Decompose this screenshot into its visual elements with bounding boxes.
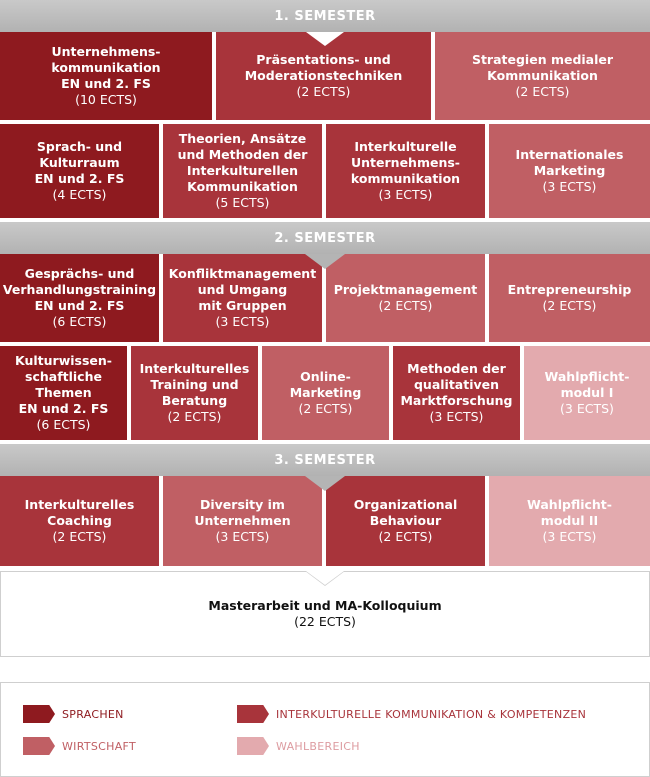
module-gespraechstraining: Gesprächs- und Verhandlungstraining EN und 2. FS (6 ECTS) — [0, 254, 159, 342]
legend-item-wahlbereich: WAHLBEREICH — [237, 737, 360, 755]
legend-swatch-sprachen — [23, 705, 55, 723]
legend-item-sprachen: SPRACHEN — [23, 705, 124, 723]
semester-2-header: 2. SEMESTER — [0, 222, 650, 254]
module-marktforschung: Methoden der qualitativen Marktforschung (3 ECTS) — [393, 346, 520, 440]
semester-3-header: 3. SEMESTER — [0, 444, 650, 476]
module-org-behaviour: Organizational Behaviour (2 ECTS) — [326, 476, 485, 566]
module-praesentation: Präsentations- und Moderationstechniken (2 ECTS) — [216, 32, 431, 120]
module-int-marketing: Internationales Marketing (3 ECTS) — [489, 124, 650, 218]
semester-3-pointer — [305, 476, 345, 491]
module-wahlpflicht-1: Wahlpflicht- modul I (3 ECTS) — [524, 346, 650, 440]
module-unternehmenskommunikation: Unternehmens- kommunikation EN und 2. FS (10 ECTS) — [0, 32, 212, 120]
semester-1-header: 1. SEMESTER — [0, 0, 650, 32]
module-ik-unternehmenskommunikation: Interkulturelle Unternehmens- kommunikation (3 ECTS) — [326, 124, 485, 218]
legend — [0, 682, 650, 777]
module-sprachraum: Sprach- und Kulturraum EN und 2. FS (4 ECTS) — [0, 124, 159, 218]
module-diversity: Diversity im Unternehmen (3 ECTS) — [163, 476, 322, 566]
legend-swatch-wirtschaft — [23, 737, 55, 755]
module-projektmanagement: Projektmanagement (2 ECTS) — [326, 254, 485, 342]
module-masterarbeit: Masterarbeit und MA-Kolloquium (22 ECTS) — [0, 571, 650, 657]
legend-item-wirtschaft: WIRTSCHAFT — [23, 737, 136, 755]
module-theorien: Theorien, Ansätze und Methoden der Interkulturellen Kommunikation (5 ECTS) — [163, 124, 322, 218]
master-pointer-inner — [306, 571, 344, 585]
module-online-marketing: Online- Marketing (2 ECTS) — [262, 346, 389, 440]
module-wahlpflicht-2: Wahlpflicht- modul II (3 ECTS) — [489, 476, 650, 566]
legend-swatch-wahlbereich — [237, 737, 269, 755]
semester-2-pointer — [305, 254, 345, 269]
module-ik-coaching: Interkulturelles Coaching (2 ECTS) — [0, 476, 159, 566]
legend-swatch-interkulturelle — [237, 705, 269, 723]
legend-item-interkulturelle: INTERKULTURELLE KOMMUNIKATION & KOMPETENZEN — [237, 705, 586, 723]
module-entrepreneurship: Entrepreneurship (2 ECTS) — [489, 254, 650, 342]
module-strategien: Strategien medialer Kommunikation (2 ECTS) — [435, 32, 650, 120]
module-konfliktmanagement: Konfliktmanagement und Umgang mit Gruppen (3 ECTS) — [163, 254, 322, 342]
semester-1-pointer-inner — [306, 32, 344, 46]
module-kulturwissen: Kulturwissen- schaftliche Themen EN und 2. FS (6 ECTS) — [0, 346, 127, 440]
module-ik-training: Interkulturelles Training und Beratung (2 ECTS) — [131, 346, 258, 440]
